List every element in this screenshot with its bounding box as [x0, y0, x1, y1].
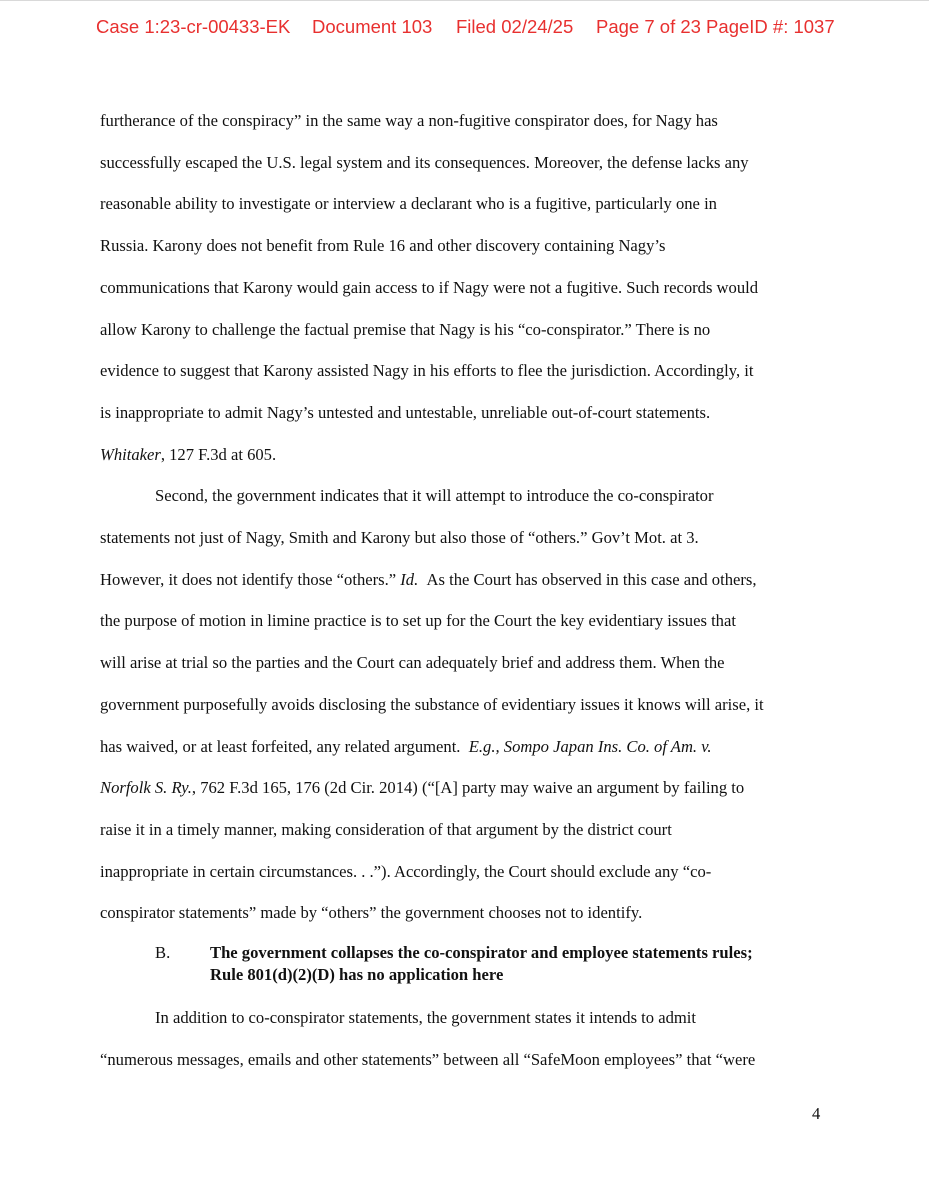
- text-line: communications that Karony would gain access to if Nagy were not a fugitive. Such records would: [100, 277, 759, 297]
- text-line: successfully escaped the U.S. legal system and its consequences. Moreover, the defense lacks any: [100, 152, 749, 172]
- case-citation-italic: E.g., Sompo Japan Ins. Co. of Am. v.: [468, 736, 712, 756]
- text-line: the purpose of motion in limine practice is to set up for the Court the key evidentiary issues that: [100, 611, 736, 631]
- text-span: However, it does not identify those “others.”: [100, 569, 397, 589]
- text-line: inappropriate in certain circumstances. . .”). Accordingly, the Court should exclude any “co-: [100, 861, 712, 881]
- text-line: furtherance of the conspiracy” in the same way a non-fugitive conspirator does, for Nagy has: [100, 111, 718, 130]
- text-line: In addition to co-conspirator statements, the government states it intends to admit: [155, 1008, 697, 1027]
- document-number: Document 103: [312, 16, 433, 37]
- text-line: [100, 767, 835, 809]
- section-title-line: Rule 801(d)(2)(D) has no application here: [210, 965, 504, 984]
- case-number: Case 1:23-cr-00433-EK: [96, 16, 291, 37]
- case-citation: , 127 F.3d at 605.: [160, 444, 277, 464]
- text-line: conspirator statements” made by “others” the government chooses not to identify.: [100, 903, 643, 923]
- text-line: [100, 434, 835, 476]
- text-span: , 762 F.3d 165, 176 (2d Cir. 2014) (“[A] party may waive an argument by failing to: [191, 778, 745, 798]
- page-top-border: [0, 0, 929, 1]
- section-title: [210, 942, 753, 986]
- page-number: 4: [812, 1104, 821, 1123]
- text-span: As the Court has observed in this case and others,: [426, 569, 757, 589]
- text-line: Second, the government indicates that it will attempt to introduce the co-conspirator: [155, 486, 714, 506]
- text-line: statements not just of Nagy, Smith and Karony but also those of “others.” Gov’t Mot. at 3.: [100, 528, 699, 548]
- section-title-line: The government collapses the co-conspirator and employee statements rules;: [210, 943, 753, 962]
- text-line: will arise at trial so the parties and the Court can adequately brief and address them. When the: [100, 653, 725, 673]
- filed-date: Filed 02/24/25: [456, 16, 574, 37]
- text-line: [100, 726, 835, 768]
- text-line: is inappropriate to admit Nagy’s untested and untestable, unreliable out-of-court statements.: [100, 402, 711, 422]
- text-line: [100, 559, 835, 601]
- body-paragraphs-continued: [100, 997, 835, 1080]
- text-span: has waived, or at least forfeited, any related argument.: [100, 736, 461, 756]
- text-line: allow Karony to challenge the factual premise that Nagy is his “co-conspirator.” There is no: [100, 319, 711, 339]
- page-id: Page 7 of 23 PageID #: 1037: [596, 16, 835, 37]
- body-paragraphs: [100, 100, 835, 934]
- section-letter: B.: [155, 943, 171, 962]
- text-line: raise it in a timely manner, making consideration of that argument by the district court: [100, 819, 672, 839]
- case-citation-italic: Norfolk S. Ry.: [100, 778, 192, 798]
- id-citation: Id.: [400, 569, 419, 589]
- text-line: government purposefully avoids disclosing the substance of evidentiary issues it knows will arise, it: [100, 694, 764, 714]
- case-citation-italic: Whitaker: [100, 444, 161, 464]
- text-line: evidence to suggest that Karony assisted Nagy in his efforts to flee the jurisdiction. Accordingly, it: [100, 361, 754, 381]
- text-line: Russia. Karony does not benefit from Rule 16 and other discovery containing Nagy’s: [100, 236, 666, 256]
- text-line: “numerous messages, emails and other statements” between all “SafeMoon employees” that “were: [100, 1049, 756, 1069]
- text-line: reasonable ability to investigate or interview a declarant who is a fugitive, particularly one in: [100, 194, 717, 214]
